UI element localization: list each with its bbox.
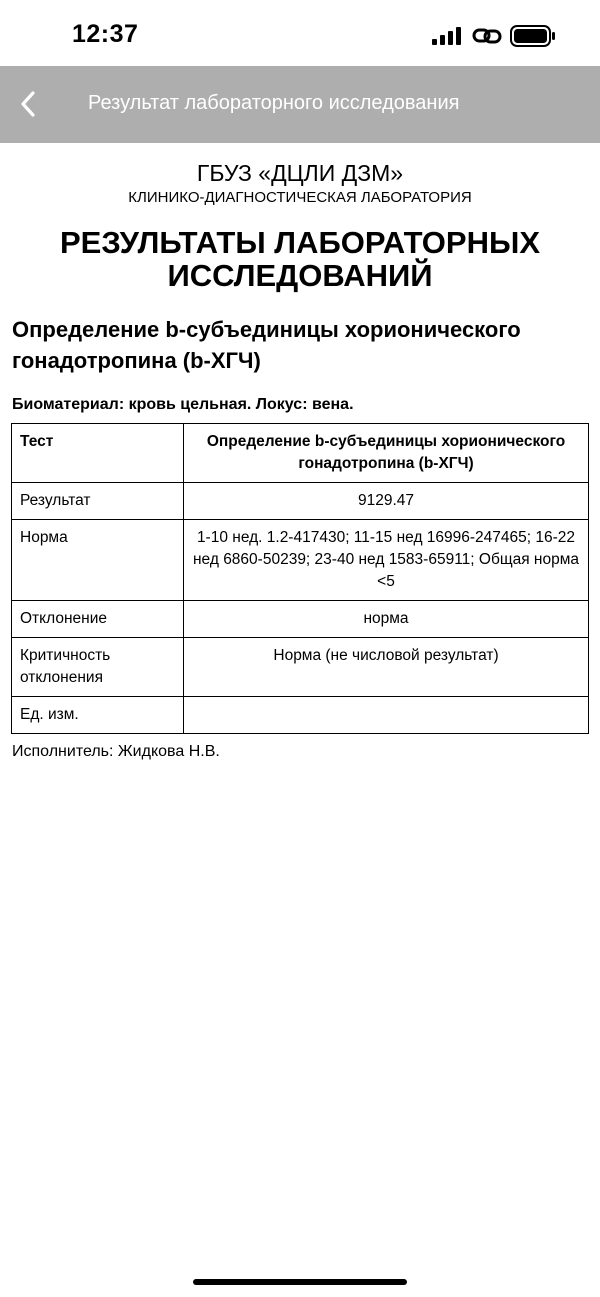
home-indicator[interactable] [193,1279,407,1285]
organization-name: ГБУЗ «ДЦЛИ ДЗМ» [196,160,404,186]
row-value [184,697,589,734]
table-row [12,424,589,483]
row-value: Норма (не числовой результат) [184,638,589,697]
table-row [12,483,589,520]
row-label: Норма [12,520,184,601]
laboratory-name: КЛИНИКО-ДИАГНОСТИЧЕСКАЯ ЛАБОРАТОРИЯ [128,189,472,206]
table-row [12,601,589,638]
status-time: 12:37 [72,20,139,48]
navigation-bar [0,66,600,143]
table-row [12,520,589,601]
report-title: РЕЗУЛЬТАТЫ ЛАБОРАТОРНЫХ ИССЛЕДОВАНИЙ [59,225,540,293]
page-title: Результат лабораторного исследования [88,92,460,114]
row-label: Критичность отклонения [12,638,184,697]
row-value: Определение b-субъединицы хорионического гонадотропина (b-ХГЧ) [184,424,589,483]
row-label: Ед. изм. [12,697,184,734]
status-bar [0,0,600,66]
executor-info: Исполнитель: Жидкова Н.В. [12,743,220,760]
cellular-signal-icon [432,27,464,45]
row-label: Результат [12,483,184,520]
test-name: Определение b-субъединицы хорионического гонадотропина (b-ХГЧ) [12,317,521,373]
results-table [11,423,589,734]
row-value: норма [184,601,589,638]
row-value: 9129.47 [184,483,589,520]
table-row [12,697,589,734]
biomaterial-info: Биоматериал: кровь цельная. Локус: вена. [12,396,354,413]
back-button[interactable] [14,86,44,122]
battery-icon [510,25,556,47]
report-document [0,143,600,761]
row-value: 1-10 нед. 1.2-417430; 11-15 нед 16996-247465; 16-22 нед 6860-50239; 23-40 нед 1583-65911; Общая норма <5 [184,520,589,601]
row-label: Отклонение [12,601,184,638]
chevron-left-icon [14,86,44,122]
link-icon [472,25,502,47]
table-row [12,638,589,697]
row-label: Тест [12,424,184,483]
